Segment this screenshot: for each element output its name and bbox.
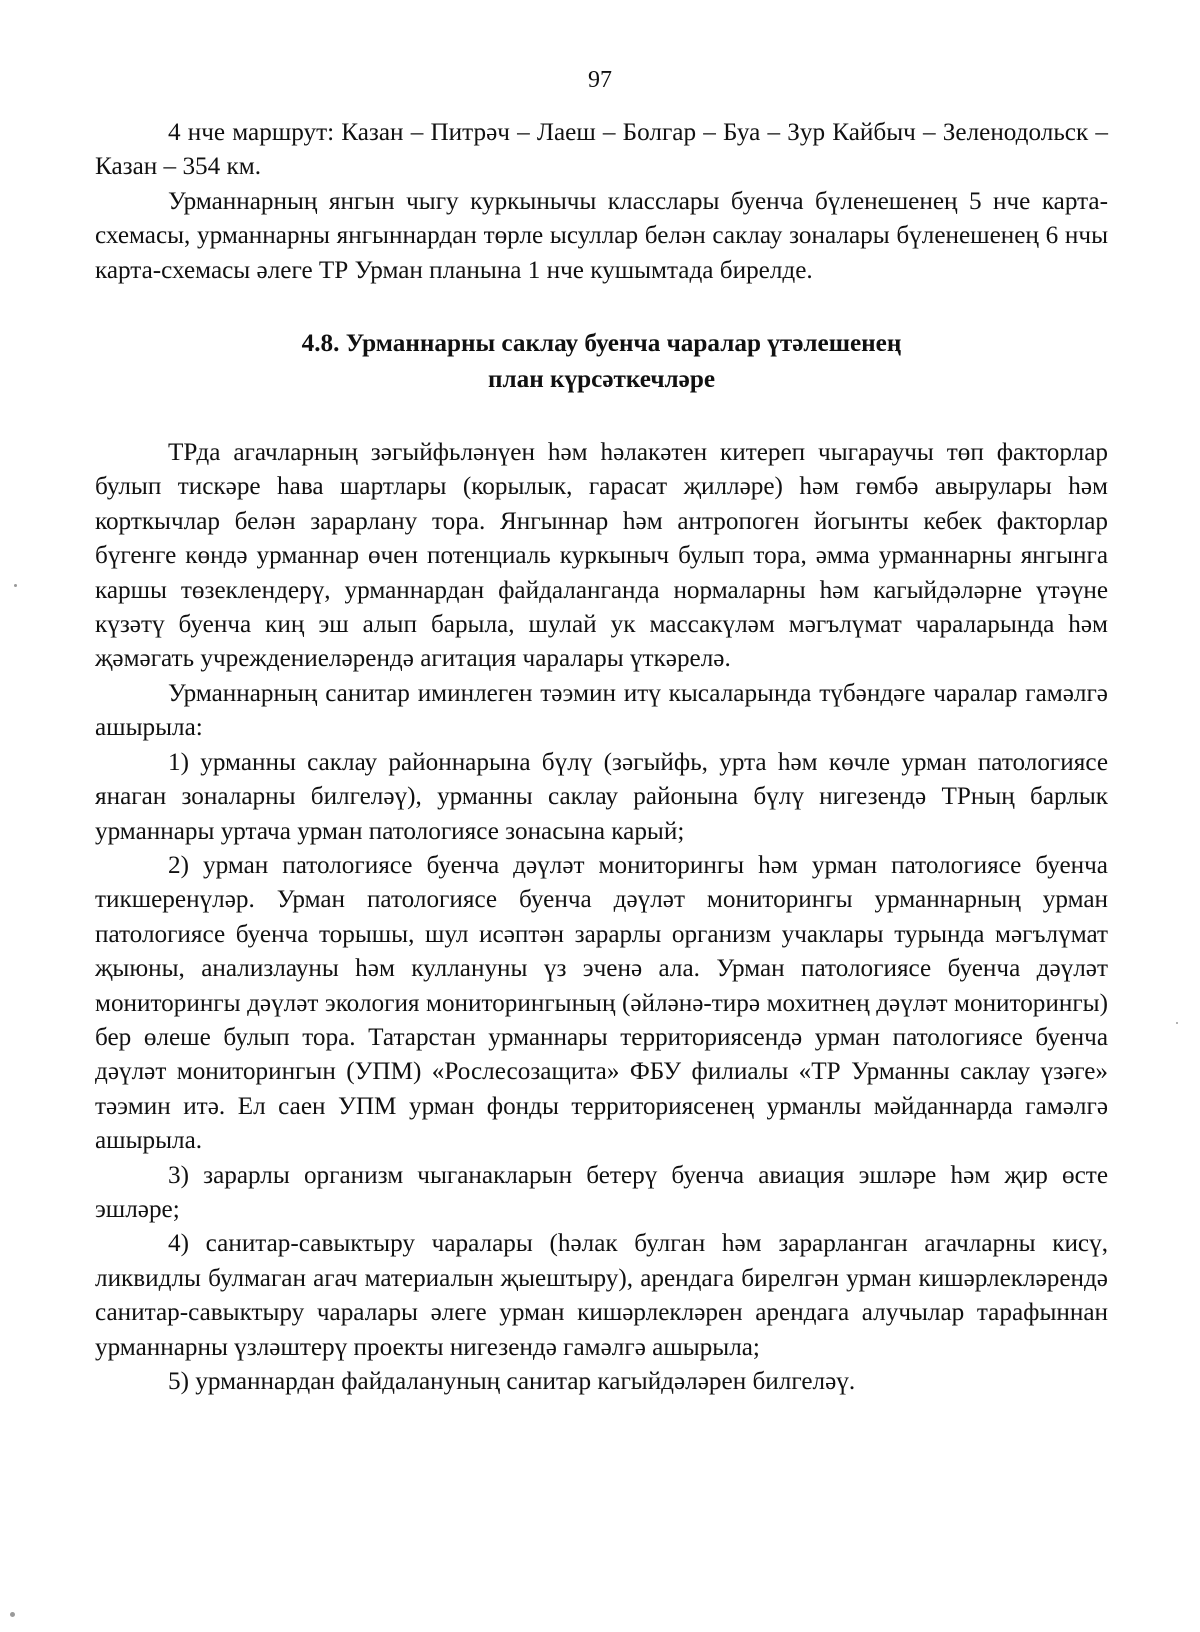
paragraph-measures-intro: Урманнарның санитар иминлеген тәэмин итү кысаларында түбәндәге чаралар гамәлгә ашырыла: xyxy=(95,679,1108,742)
section-heading-line-2: план күрсәткечләре xyxy=(487,366,716,394)
page-content xyxy=(95,116,1108,1399)
list-item-1: 1) урманны саклау районнарына бүлү (зәгыйфь, урта һәм көчле урман патологиясе янаган зоналарны билгеләү), урманны саклау районына бүлү нигезендә ТРның барлык урманнары уртача урман патологиясе зонасына карый; xyxy=(95,748,1108,845)
paragraph-route: 4 нче маршрут: Казан – Питрәч – Лаеш – Болгар – Буа – Зур Кайбыч – Зеленодольск – Казан – 354 км. xyxy=(95,119,1108,181)
section-heading xyxy=(95,326,1108,398)
paragraph-maps: Урманнарның янгын чыгу куркынычы класслары буенча бүленешенең 5 нче карта-схемасы, урманнарны янгыннардан төрле ысуллар белән саклау зоналары бүленешенең 6 нчы карта-схемасы әлеге ТР Урман планына 1 нче кушымтада бирелде. xyxy=(95,187,1108,284)
list-item-4: 4) санитар-савыктыру чаралары (һәлак булган һәм зарарланган агачларны кисү, ликвидлы булмаган агач материалын җыештыру), арендага бирелгән урман кишәрлекләрендә санитар-савыктыру чаралары әлеге урман кишәрлекләрен арендага алучылар тарафыннан урманнарны үзләштерү проекты нигезендә гамәлгә ашырыла; xyxy=(95,1230,1108,1361)
section-heading-line-1: 4.8. Урманнарны саклау буенча чаралар үтәлешенең xyxy=(301,330,902,358)
scan-dust-mark xyxy=(1176,1022,1178,1024)
page-number: 97 xyxy=(588,67,612,93)
list-item-3: 3) зарарлы организм чыганакларын бетерү буенча авиация эшләре һәм җир өсте эшләре; xyxy=(95,1161,1108,1223)
list-item-2: 2) урман патологиясе буенча дәүләт мониторингы һәм урман патологиясе буенча тикшеренүләр. Урман патологиясе буенча дәүләт мониторингы урманнарның урман патологиясе буенча торышы, шул исәптән зарарлы организм учаклары турында мәгълүмат җыюны, анализлауны һәм куллануны үз эченә ала. Урман патологиясе буенча дәүләт мониторингы дәүләт экология мониторингының (әйләнә-тирә мохитнең дәүләт мониторингы) бер өлеше булып тора. Татарстан урманнары территориясендә урман патологиясе буенча дәүләт мониторингын (УПМ) «Рослесозащита» ФБУ филиалы «ТР Урманны саклау үзәге» тәэмин итә. Ел саен УПМ урман фонды территориясенең урманлы мәйданнарда гамәлгә ашырыла. xyxy=(95,851,1108,1155)
scan-dust-mark xyxy=(10,1612,15,1617)
list-item-5: 5) урманнардан файдалануның санитар кагыйдәләрен билгеләү. xyxy=(168,1368,856,1395)
scan-dust-mark xyxy=(14,584,17,587)
paragraph-factors: ТРда агачларның зәгыйфьләнүен һәм һәлакәтен китереп чыгараучы төп факторлар булып тискәре һава шартлары (корылык, гарасат җилләре) һәм гөмбә авырулары һәм корткычлар белән зарарлану тора. Янгыннар һәм антропоген йогынты кебек факторлар бүгенге көндә урманнар өчен потенциаль куркыныч булып тора, әмма урманнарны янгынга каршы төзеклендерү, урманнардан файдаланганда нормаларны һәм кагыйдәләрне үтәүне күзәтү буенча киң эш алып барыла, шулай ук массакүләм мәгълүмат чараларында һәм җәмәгать учреждениеләрендә агитация чаралары үткәрелә. xyxy=(95,439,1108,673)
